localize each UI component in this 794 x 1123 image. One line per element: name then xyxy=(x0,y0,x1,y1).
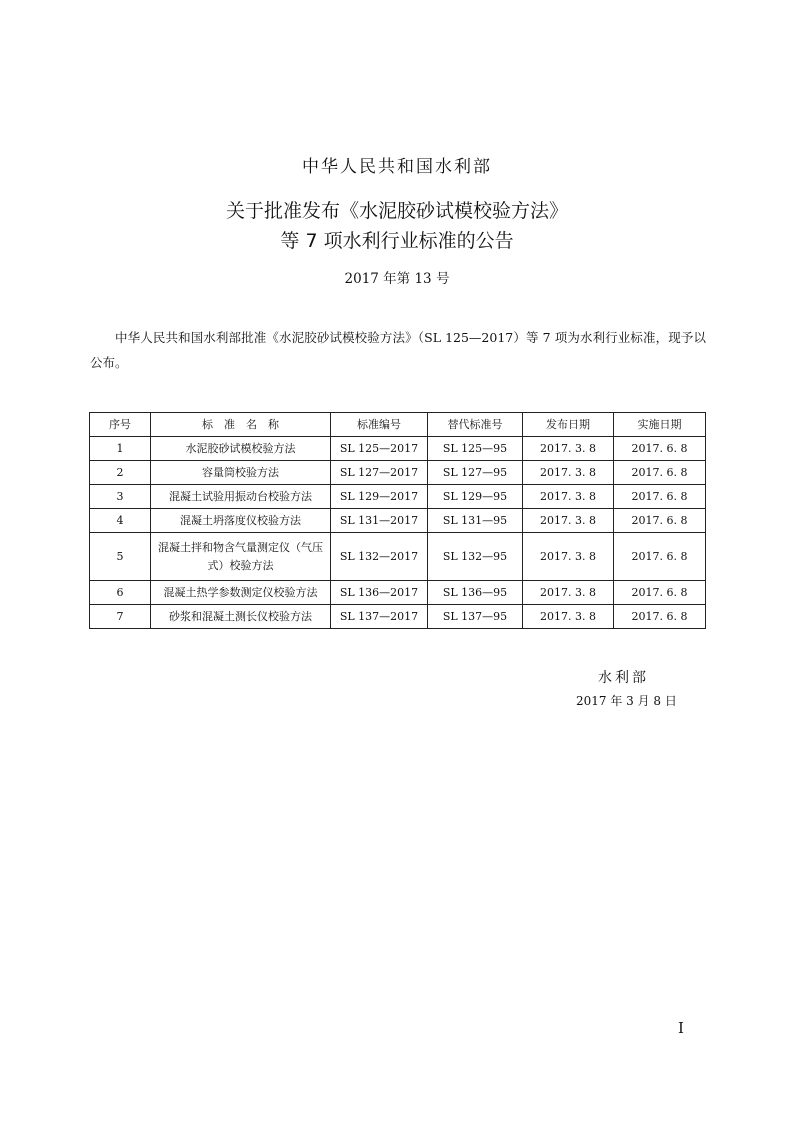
cell-index: 6 xyxy=(90,581,151,605)
col-header-issue-date: 发布日期 xyxy=(523,413,614,437)
col-header-effective-date: 实施日期 xyxy=(614,413,706,437)
cell-name: 水泥胶砂试模校验方法 xyxy=(151,437,331,461)
announcement-title-line-1: 关于批准发布《水泥胶砂试模校验方法》 xyxy=(225,200,568,222)
cell-replaced: SL 136—95 xyxy=(428,581,523,605)
standards-table xyxy=(89,412,706,629)
cell-code: SL 131—2017 xyxy=(331,509,428,533)
issue-date: 2017 年 3 月 8 日 xyxy=(576,694,677,708)
document-number: 2017 年第 13 号 xyxy=(344,271,450,287)
col-header-index: 序号 xyxy=(90,413,151,437)
cell-index: 2 xyxy=(90,461,151,485)
cell-replaced: SL 131—95 xyxy=(428,509,523,533)
cell-code: SL 132—2017 xyxy=(331,533,428,581)
cell-index: 3 xyxy=(90,485,151,509)
cell-issue-date: 2017. 3. 8 xyxy=(523,533,614,581)
cell-name: 混凝土坍落度仪校验方法 xyxy=(151,509,331,533)
cell-index: 1 xyxy=(90,437,151,461)
cell-code: SL 127—2017 xyxy=(331,461,428,485)
table-row xyxy=(90,461,706,485)
cell-code: SL 125—2017 xyxy=(331,437,428,461)
cell-effective-date: 2017. 6. 8 xyxy=(614,509,706,533)
table-row xyxy=(90,605,706,629)
cell-issue-date: 2017. 3. 8 xyxy=(523,437,614,461)
table-row xyxy=(90,581,706,605)
cell-index: 7 xyxy=(90,605,151,629)
table-header-row xyxy=(90,413,706,437)
cell-replaced: SL 125—95 xyxy=(428,437,523,461)
cell-name xyxy=(151,533,331,581)
cell-issue-date: 2017. 3. 8 xyxy=(523,509,614,533)
cell-code: SL 129—2017 xyxy=(331,485,428,509)
cell-effective-date: 2017. 6. 8 xyxy=(614,533,706,581)
cell-replaced: SL 132—95 xyxy=(428,533,523,581)
cell-issue-date: 2017. 3. 8 xyxy=(523,581,614,605)
cell-name: 容量筒校验方法 xyxy=(151,461,331,485)
announcement-paragraph: 中华人民共和国水利部批准《水泥胶砂试模校验方法》（SL 125—2017）等 7 项为水利行业标准，现予以公布。 xyxy=(90,330,706,370)
cell-code: SL 136—2017 xyxy=(331,581,428,605)
cell-index: 5 xyxy=(90,533,151,581)
cell-effective-date: 2017. 6. 8 xyxy=(614,437,706,461)
table-row xyxy=(90,437,706,461)
cell-index: 4 xyxy=(90,509,151,533)
cell-issue-date: 2017. 3. 8 xyxy=(523,605,614,629)
col-header-name: 标 准 名 称 xyxy=(151,413,331,437)
cell-replaced: SL 127—95 xyxy=(428,461,523,485)
cell-replaced: SL 137—95 xyxy=(428,605,523,629)
table-row xyxy=(90,485,706,509)
cell-name: 混凝土试验用振动台校验方法 xyxy=(151,485,331,509)
cell-issue-date: 2017. 3. 8 xyxy=(523,485,614,509)
cell-effective-date: 2017. 6. 8 xyxy=(614,605,706,629)
cell-name-text: 混凝土拌和物含气量测定仪（气压式）校验方法 xyxy=(158,540,323,572)
table-row xyxy=(90,509,706,533)
cell-effective-date: 2017. 6. 8 xyxy=(614,581,706,605)
col-header-replaced: 替代标准号 xyxy=(428,413,523,437)
cell-effective-date: 2017. 6. 8 xyxy=(614,461,706,485)
issuer-signature: 水利部 xyxy=(598,670,649,686)
page-number: Ⅰ xyxy=(678,1019,684,1037)
cell-name: 砂浆和混凝土测长仪校验方法 xyxy=(151,605,331,629)
cell-issue-date: 2017. 3. 8 xyxy=(523,461,614,485)
cell-name: 混凝土热学参数测定仪校验方法 xyxy=(151,581,331,605)
announcement-title-line-2: 等 7 项水利行业标准的公告 xyxy=(280,230,514,252)
issuing-ministry: 中华人民共和国水利部 xyxy=(302,157,492,177)
table-row xyxy=(90,533,706,581)
cell-effective-date: 2017. 6. 8 xyxy=(614,485,706,509)
col-header-code: 标准编号 xyxy=(331,413,428,437)
cell-replaced: SL 129—95 xyxy=(428,485,523,509)
cell-code: SL 137—2017 xyxy=(331,605,428,629)
